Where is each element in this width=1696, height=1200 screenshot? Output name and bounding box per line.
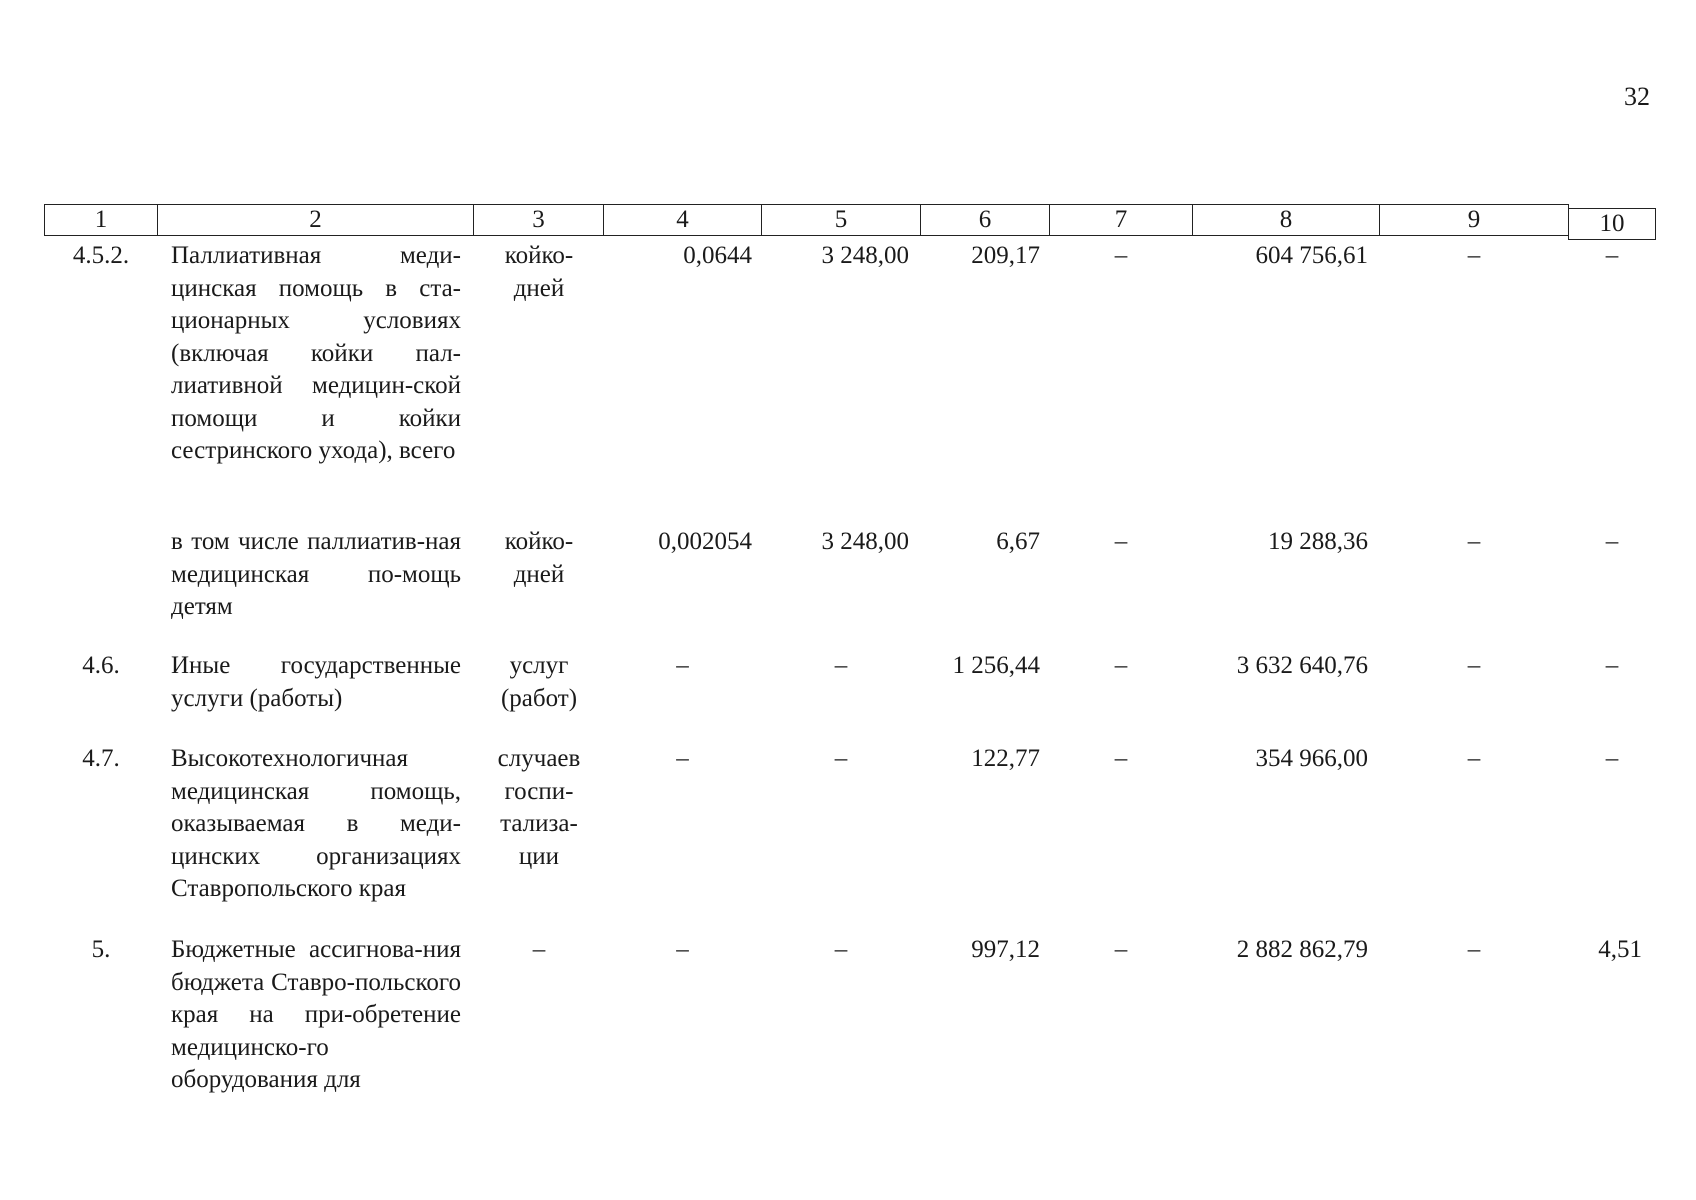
row-description: Иные государственные услуги (работы) — [171, 652, 461, 712]
row-col-8: 604 756,61 — [1255, 242, 1368, 269]
row-number: 4.5.2. — [72, 242, 130, 269]
row-col-9: – — [1467, 745, 1481, 772]
row-col-5: 3 248,00 — [821, 528, 909, 555]
table-body — [0, 240, 1696, 1104]
row-col-7: – — [1114, 528, 1128, 555]
row-col-4: – — [676, 652, 689, 679]
row-col-6: 997,12 — [971, 936, 1040, 963]
row-col-8: 19 288,36 — [1268, 528, 1368, 555]
row-col-10: – — [1605, 528, 1619, 555]
row-col-10: – — [1605, 242, 1619, 269]
header-col-9: 9 — [1379, 204, 1569, 236]
row-unit: – — [532, 936, 546, 963]
row-number: 5. — [91, 936, 111, 963]
row-col-6: 122,77 — [971, 745, 1040, 772]
header-col-5: 5 — [761, 204, 921, 236]
header-col-3: 3 — [473, 204, 604, 236]
table-row — [0, 934, 1696, 1104]
row-col-4: – — [676, 936, 689, 963]
header-col-1: 1 — [44, 204, 158, 236]
page-number: 32 — [1624, 82, 1650, 111]
row-col-10: – — [1605, 745, 1619, 772]
row-col-7: – — [1114, 242, 1128, 269]
row-col-9: – — [1467, 528, 1481, 555]
row-col-5: – — [834, 652, 848, 679]
row-col-5: – — [834, 936, 848, 963]
table-row — [0, 650, 1696, 743]
row-col-5: – — [834, 745, 848, 772]
table-row — [0, 743, 1696, 934]
row-col-8: 354 966,00 — [1255, 745, 1368, 772]
row-col-9: – — [1467, 936, 1481, 963]
row-col-5: 3 248,00 — [821, 242, 909, 269]
header-col-6: 6 — [920, 204, 1050, 236]
row-description: в том числе паллиатив-ная медицинская по-мощь детям — [171, 528, 461, 620]
table-row — [0, 240, 1696, 526]
row-col-7: – — [1114, 745, 1128, 772]
row-description: Бюджетные ассигнова-ния бюджета Ставро-польского края на при-обретение медицинско-го оборудования для — [171, 936, 461, 1093]
row-col-8: 3 632 640,76 — [1236, 652, 1368, 679]
table-row — [0, 526, 1696, 650]
row-unit: койко-дней — [504, 528, 574, 588]
header-col-2: 2 — [157, 204, 474, 236]
row-col-7: – — [1114, 936, 1128, 963]
row-col-9: – — [1467, 652, 1481, 679]
header-col-10: 10 — [1568, 208, 1656, 240]
row-number: 4.6. — [82, 652, 120, 679]
row-col-4: – — [676, 745, 689, 772]
row-number: 4.7. — [82, 745, 120, 772]
row-col-10: – — [1605, 652, 1619, 679]
row-col-6: 1 256,44 — [952, 652, 1040, 679]
row-col-8: 2 882 862,79 — [1236, 936, 1368, 963]
row-col-6: 209,17 — [971, 242, 1040, 269]
row-col-6: 6,67 — [996, 528, 1040, 555]
header-col-7: 7 — [1049, 204, 1193, 236]
row-col-7: – — [1114, 652, 1128, 679]
row-description: Высокотехнологичная медицинская помощь, оказываемая в меди-цинских организациях Ставропольского края — [171, 745, 461, 902]
header-col-4: 4 — [603, 204, 762, 236]
row-col-4: 0,0644 — [683, 242, 752, 269]
row-description: Паллиативная меди-цинская помощь в ста-ционарных условиях (включая койки пал-лиативной медицин-ской помощи и койки сестринского ухода), всего — [171, 242, 461, 464]
row-col-10: 4,51 — [1598, 936, 1642, 963]
row-col-4: 0,002054 — [658, 528, 752, 555]
row-col-9: – — [1467, 242, 1481, 269]
header-col-8: 8 — [1192, 204, 1380, 236]
row-unit: случаев госпи-тализа-ции — [497, 745, 581, 870]
row-unit: койко-дней — [504, 242, 574, 302]
row-unit: услуг (работ) — [500, 652, 578, 712]
